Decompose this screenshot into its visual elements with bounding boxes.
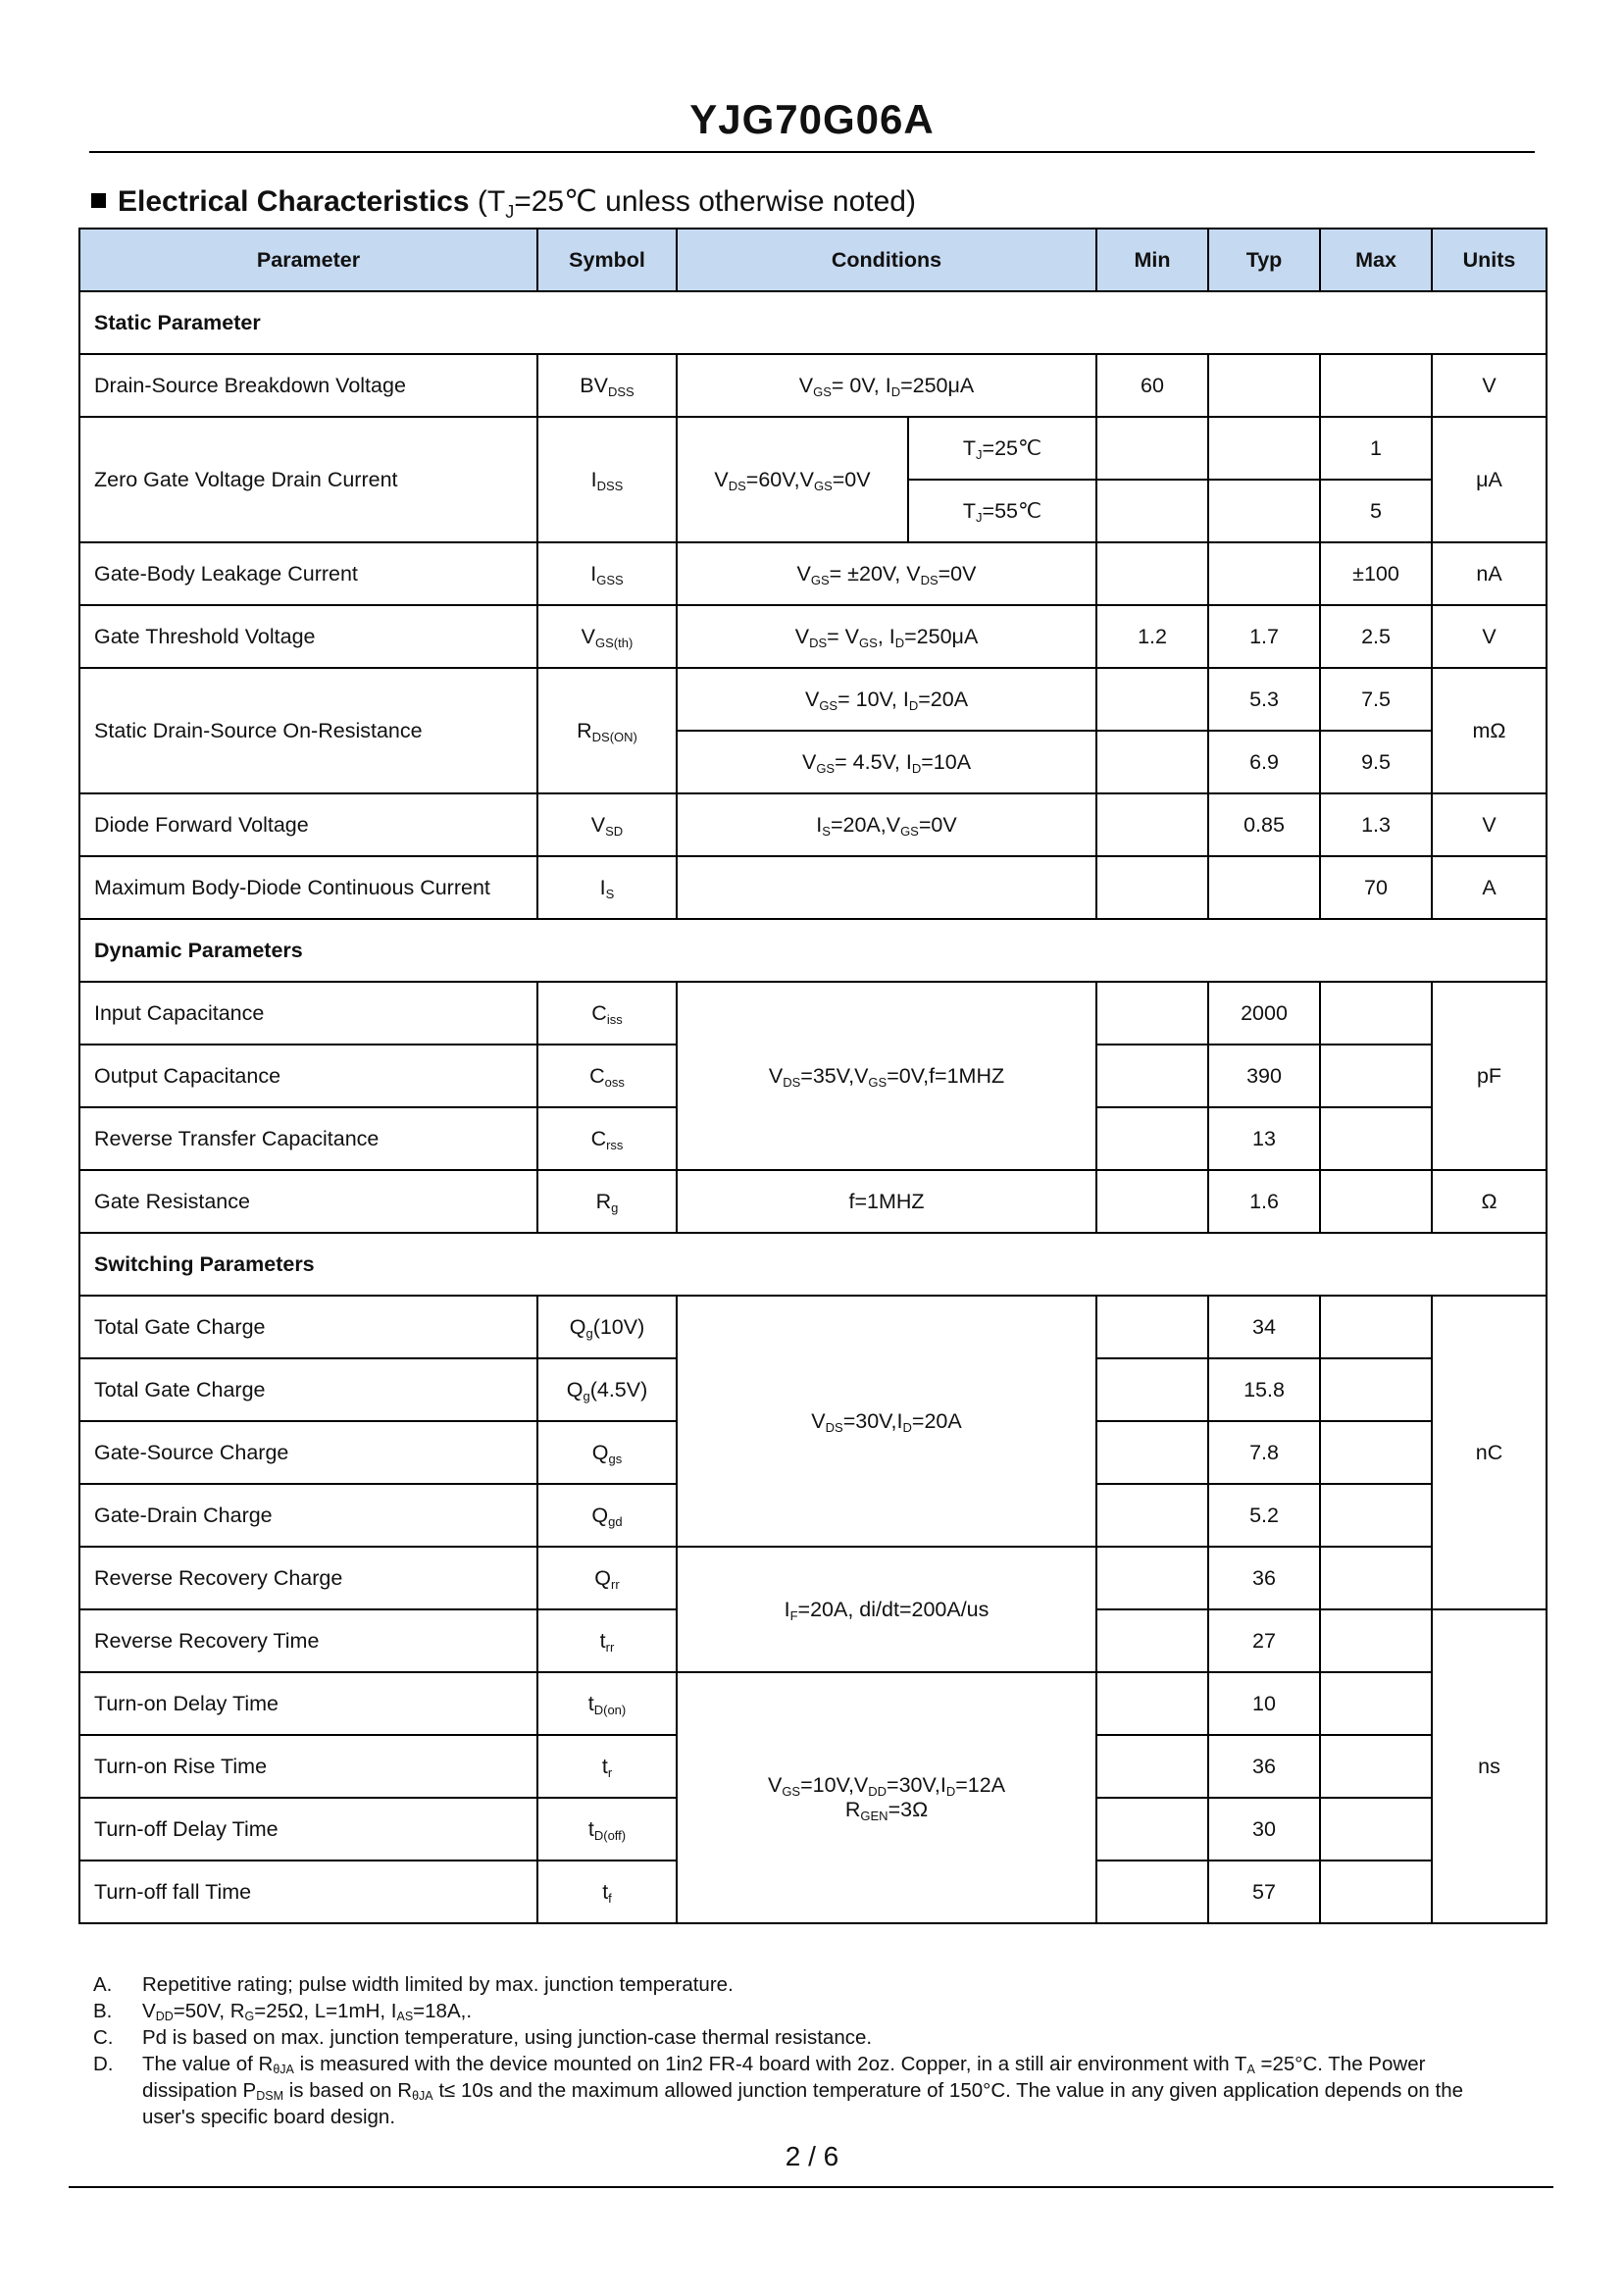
- symbol-cell: $R_g$: [537, 1170, 677, 1233]
- table-row: Reverse Transfer Capacitance $C_{rss}$ 13: [79, 1107, 1547, 1170]
- footnote-a: A. Repetitive rating; pulse width limited by max. junction temperature.: [93, 1973, 734, 1996]
- conditions-cell: $V_{DS}=60V,V_{GS}=0V$: [677, 417, 908, 542]
- header-typ: Typ: [1208, 229, 1320, 291]
- symbol-cell: $Q_g(4.5V)$: [537, 1358, 677, 1421]
- symbol-cell: $Q_{gd}$: [537, 1484, 677, 1547]
- table-row: Reverse Recovery Time $t_{rr}$ 27 ns: [79, 1609, 1547, 1672]
- symbol-cell: $Q_{gs}$: [537, 1421, 677, 1484]
- table-row: Turn-on Delay Time $t_{D(on)}$ $V_{GS}=10V,V_{DD}=30V,I_D=12A$ $R_{GEN}=3\Omega$ 10: [79, 1672, 1547, 1735]
- table-row: Total Gate Charge $Q_g(4.5V)$ 15.8: [79, 1358, 1547, 1421]
- table-row: Input Capacitance $C_{iss}$ $V_{DS}=35V,V_{GS}=0V,f=1MHZ$ 2000 pF: [79, 982, 1547, 1045]
- table-row: Turn-on Rise Time $t_r$ 36: [79, 1735, 1547, 1798]
- section-heading: Electrical Characteristics ($T_J=25℃$ unless otherwise noted): [91, 184, 916, 223]
- footer-divider: [69, 2186, 1553, 2188]
- table-row: Gate Threshold Voltage $V_{GS(th)}$ $V_{DS}= V_{GS}$, $I_D=250\mu A$ 1.2 1.7 2.5 V: [79, 605, 1547, 668]
- document-title: YJG70G06A: [689, 96, 935, 142]
- electrical-characteristics-table: [78, 228, 1548, 1924]
- conditions-cell: $I_F=20A$, di/dt=200A/us: [677, 1547, 1096, 1672]
- table-row: Turn-off fall Time $t_f$ 57: [79, 1861, 1547, 1923]
- table-row: Gate-Body Leakage Current $I_{GSS}$ $V_{GS}= \pm 20V$, $V_{DS}=0V$ ±100 nA: [79, 542, 1547, 605]
- table-row: Static Drain-Source On-Resistance $R_{DS(ON)}$ $V_{GS}= 10V$, $I_D=20A$ 5.3 7.5 mΩ: [79, 668, 1547, 731]
- symbol-cell: $t_{D(off)}$: [537, 1798, 677, 1861]
- header-min: Min: [1096, 229, 1208, 291]
- header-units: Units: [1432, 229, 1547, 291]
- conditions-cell: $V_{GS}= 0V$, $I_D=250\mu A$: [677, 354, 1096, 417]
- symbol-cell: $I_S$: [537, 856, 677, 919]
- conditions-cell: $V_{GS}= 4.5V$, $I_D=10A$: [677, 731, 1096, 793]
- table-row: Drain-Source Breakdown Voltage $BV_{DSS}$ $V_{GS}= 0V$, $I_D=250\mu A$ 60 V: [79, 354, 1547, 417]
- table-row: Reverse Recovery Charge $Q_{rr}$ $I_F=20A$, di/dt=200A/us 36: [79, 1547, 1547, 1609]
- footnotes: [93, 1971, 1515, 2130]
- header-max: Max: [1320, 229, 1432, 291]
- conditions-cell: $V_{DS}= V_{GS}$, $I_D=250\mu A$: [677, 605, 1096, 668]
- header-symbol: Symbol: [537, 229, 677, 291]
- symbol-cell: $t_{rr}$: [537, 1609, 677, 1672]
- symbol-cell: $Q_g(10V)$: [537, 1296, 677, 1358]
- title-divider: [89, 151, 1535, 153]
- conditions-cell: $V_{DS}=30V,I_D=20A$: [677, 1296, 1096, 1547]
- symbol-cell: $R_{DS(ON)}$: [537, 668, 677, 793]
- symbol-cell: $I_{GSS}$: [537, 542, 677, 605]
- table-row: Turn-off Delay Time $t_{D(off)}$ 30: [79, 1798, 1547, 1861]
- symbol-cell: $t_f$: [537, 1861, 677, 1923]
- group-row: [79, 291, 1547, 354]
- group-static: Static Parameter: [79, 291, 1547, 354]
- page-number: 2 / 6: [785, 2141, 839, 2171]
- conditions-cell: $V_{GS}=10V,V_{DD}=30V,I_D=12A$ $R_{GEN}=3\Omega$: [677, 1672, 1096, 1923]
- group-row: [79, 919, 1547, 982]
- square-bullet-icon: [91, 193, 106, 208]
- conditions-cell: $V_{GS}= 10V$, $I_D=20A$: [677, 668, 1096, 731]
- symbol-cell: $V_{SD}$: [537, 793, 677, 856]
- section-title: Electrical Characteristics: [118, 185, 470, 218]
- table-row: Gate-Drain Charge $Q_{gd}$ 5.2: [79, 1484, 1547, 1547]
- header-parameter: Parameter: [79, 229, 537, 291]
- symbol-cell: $I_{DSS}$: [537, 417, 677, 542]
- symbol-cell: $t_{D(on)}$: [537, 1672, 677, 1735]
- group-row: [79, 1233, 1547, 1296]
- table-row: Gate-Source Charge $Q_{gs}$ 7.8: [79, 1421, 1547, 1484]
- table-row: Maximum Body-Diode Continuous Current $I_S$ 70 A: [79, 856, 1547, 919]
- table-row: Total Gate Charge $Q_g(10V)$ $V_{DS}=30V,I_D=20A$ 34 nC: [79, 1296, 1547, 1358]
- conditions-cell: $I_S=20A,V_{GS}=0V$: [677, 793, 1096, 856]
- symbol-cell: $Q_{rr}$: [537, 1547, 677, 1609]
- symbol-cell: $C_{rss}$: [537, 1107, 677, 1170]
- table-row: Zero Gate Voltage Drain Current $I_{DSS}$ $V_{DS}=60V,V_{GS}=0V$ $T_J=25℃$ 1 μA: [79, 417, 1547, 480]
- table-row: Output Capacitance $C_{oss}$ 390: [79, 1045, 1547, 1107]
- temp-condition-cell: $T_J=55℃$: [908, 480, 1096, 542]
- group-switching: Switching Parameters: [79, 1233, 1547, 1296]
- symbol-cell: $BV_{DSS}$: [537, 354, 677, 417]
- header-conditions: Conditions: [677, 229, 1096, 291]
- footnote-b: B. $V_{DD}=50V$, $R_G=25\Omega$, L=1mH, $I_{AS}=18A$,.: [93, 2000, 473, 2023]
- symbol-cell: $C_{oss}$: [537, 1045, 677, 1107]
- footnote-c: C. Pd is based on max. junction temperature, using junction-case thermal resistance.: [93, 2026, 873, 2049]
- symbol-cell: $t_r$: [537, 1735, 677, 1798]
- table-row: Diode Forward Voltage $V_{SD}$ $I_S=20A,V_{GS}=0V$ 0.85 1.3 V: [79, 793, 1547, 856]
- temp-condition-cell: $T_J=25℃$: [908, 417, 1096, 480]
- conditions-cell: $V_{GS}= \pm 20V$, $V_{DS}=0V$: [677, 542, 1096, 605]
- table-row: $V_{GS}= 4.5V$, $I_D=10A$ 6.9 9.5: [79, 731, 1547, 793]
- symbol-cell: $C_{iss}$: [537, 982, 677, 1045]
- table-row: $T_J=55℃$ 5: [79, 480, 1547, 542]
- conditions-cell: f=1MHZ: [677, 1170, 1096, 1233]
- symbol-cell: $V_{GS(th)}$: [537, 605, 677, 668]
- table-row: Gate Resistance $R_g$ f=1MHZ 1.6 Ω: [79, 1170, 1547, 1233]
- group-dynamic: Dynamic Parameters: [79, 919, 1547, 982]
- footnote-d: D. The value of $R_{\theta JA}$ is measured with the device mounted on 1in2 FR-4 board with 2oz. Copper, in a still air environment with $T_A =25^\circ C$. The Power dissipation $P_{DSM}$ is based on $R_{\theta JA}$ t≤ 10s and the maximum allowed junction temperature of 150°C. The value in any given application depends on the user's specific board design.: [93, 2053, 1464, 2128]
- conditions-cell: $V_{DS}=35V,V_{GS}=0V,f=1MHZ$: [677, 982, 1096, 1170]
- table-header-row: [79, 229, 1547, 291]
